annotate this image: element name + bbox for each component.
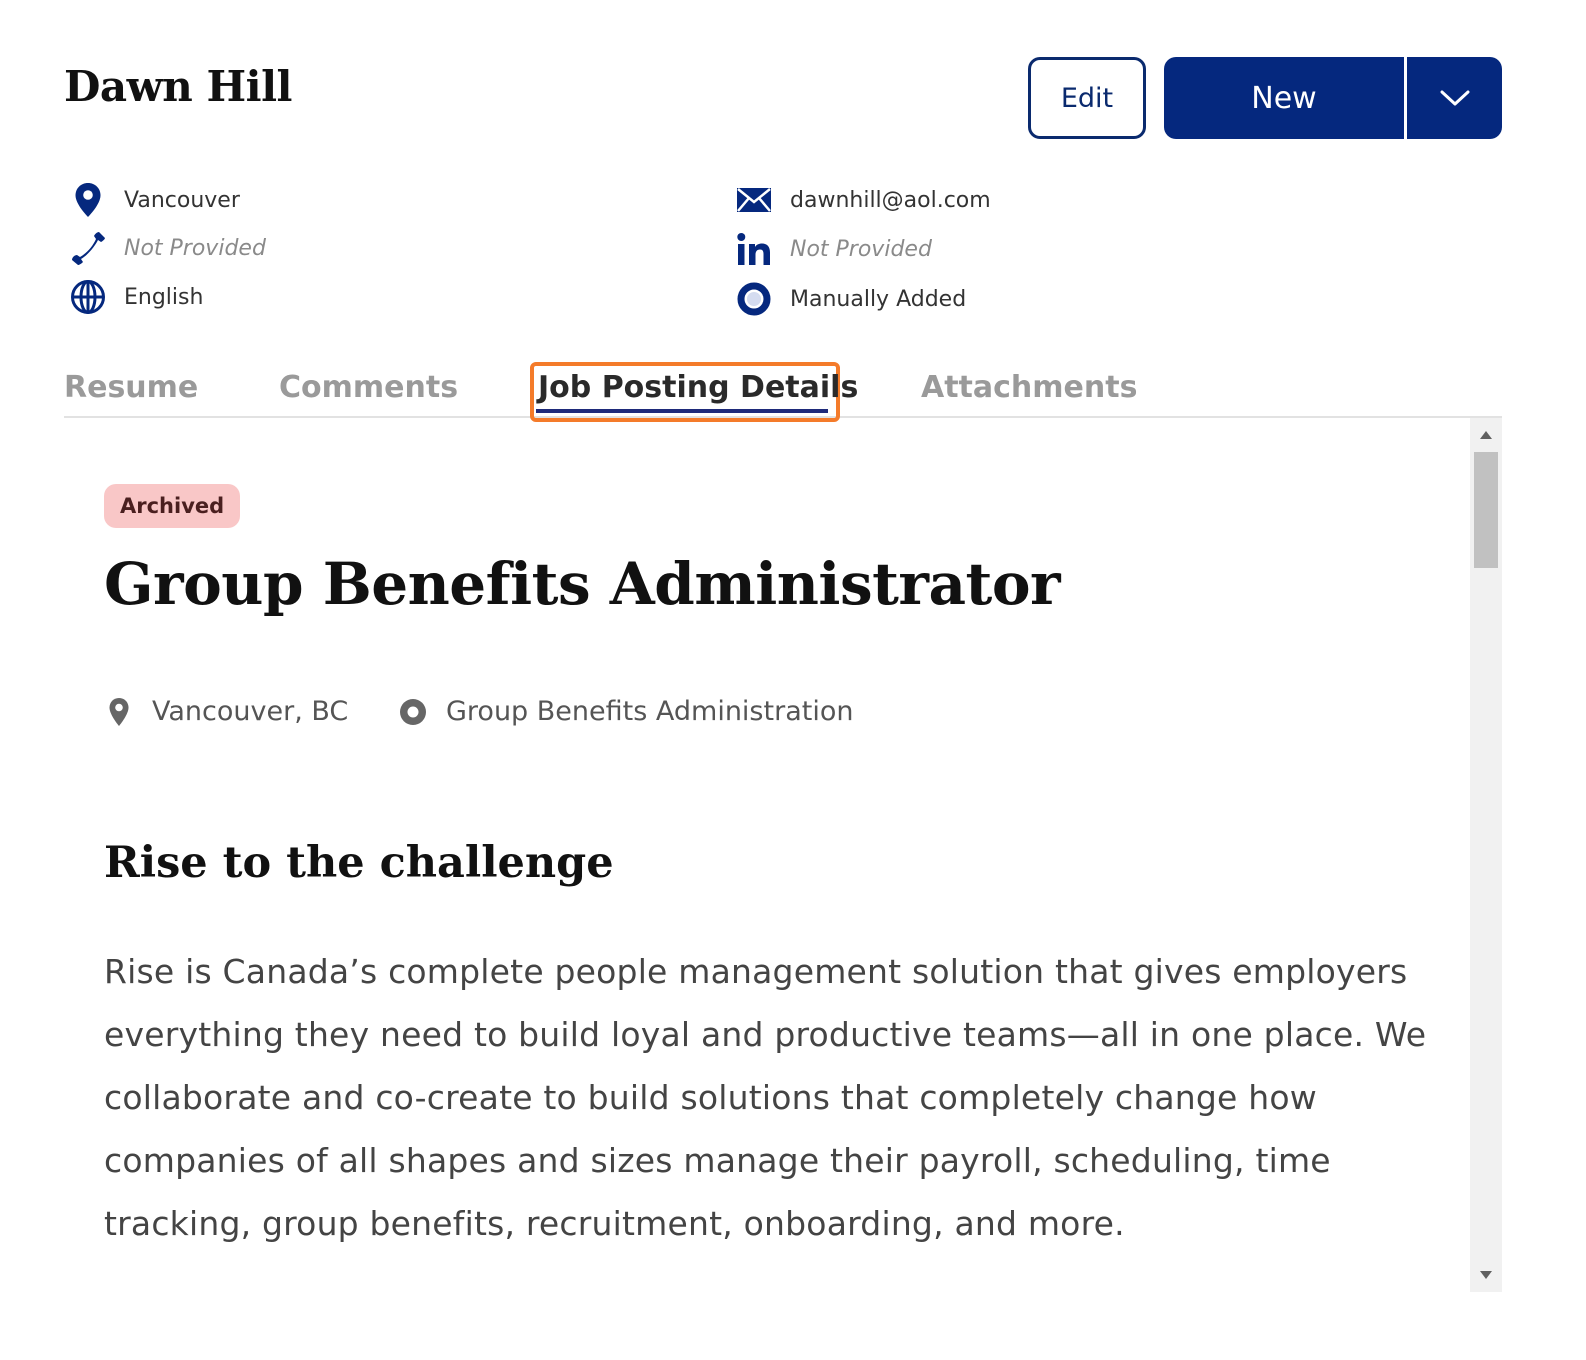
job-location-row (104, 696, 348, 727)
chevron-down-icon (1440, 89, 1470, 107)
tab-attachments[interactable]: Attachments (921, 370, 1138, 405)
globe-icon (68, 277, 108, 317)
job-posting-panel (64, 418, 1468, 1292)
scroll-thumb[interactable] (1474, 452, 1498, 568)
job-department-row (398, 696, 853, 727)
candidate-phone: Not Provided (124, 235, 266, 261)
map-pin-icon (104, 697, 134, 727)
caret-down-icon (1479, 1270, 1493, 1280)
active-tab-indicator (536, 409, 828, 413)
candidate-language: English (124, 284, 204, 310)
new-split-button (1164, 57, 1502, 139)
candidate-location: Vancouver (124, 187, 240, 213)
new-button[interactable]: New (1164, 57, 1404, 139)
profile-tabs (64, 360, 1502, 418)
envelope-icon (734, 180, 774, 220)
ring-icon (734, 279, 774, 319)
job-title: Group Benefits Administrator (104, 550, 1061, 618)
status-badge: Archived (104, 484, 240, 528)
job-location: Vancouver, BC (152, 696, 349, 727)
candidate-linkedin: Not Provided (790, 236, 932, 262)
phone-icon (68, 228, 108, 268)
caret-up-icon (1479, 430, 1493, 440)
candidate-location-row (68, 180, 240, 220)
tab-comments[interactable]: Comments (279, 370, 459, 405)
job-department: Group Benefits Administration (446, 696, 854, 727)
tab-resume[interactable]: Resume (64, 370, 199, 405)
candidate-phone-row (68, 228, 266, 268)
scroll-down-button[interactable] (1470, 1260, 1502, 1290)
candidate-source-row (734, 279, 966, 319)
map-pin-icon (68, 180, 108, 220)
edit-button[interactable]: Edit (1028, 57, 1146, 139)
candidate-language-row (68, 277, 203, 317)
linkedin-icon (734, 229, 774, 269)
ring-icon (398, 697, 428, 727)
candidate-email-row (734, 180, 991, 220)
new-dropdown-toggle[interactable] (1407, 57, 1502, 139)
content-scrollbar[interactable] (1470, 418, 1502, 1292)
candidate-source: Manually Added (790, 286, 967, 312)
scroll-up-button[interactable] (1470, 420, 1502, 450)
candidate-linkedin-row (734, 229, 932, 269)
candidate-email[interactable]: dawnhill@aol.com (790, 187, 991, 213)
section-heading: Rise to the challenge (104, 838, 614, 888)
job-description: Rise is Canada’s complete people management solution that gives employers everything they need to build loyal and productive teams—all in one place. We collaborate and co-create to build solutions that completely change how companies of all shapes and sizes manage their payroll, scheduling, time tracking, group benefits, recruitment, onboarding, and more. (104, 952, 1427, 1243)
tab-job-posting-details[interactable]: Job Posting Details (538, 370, 859, 405)
candidate-name: Dawn Hill (64, 62, 292, 111)
